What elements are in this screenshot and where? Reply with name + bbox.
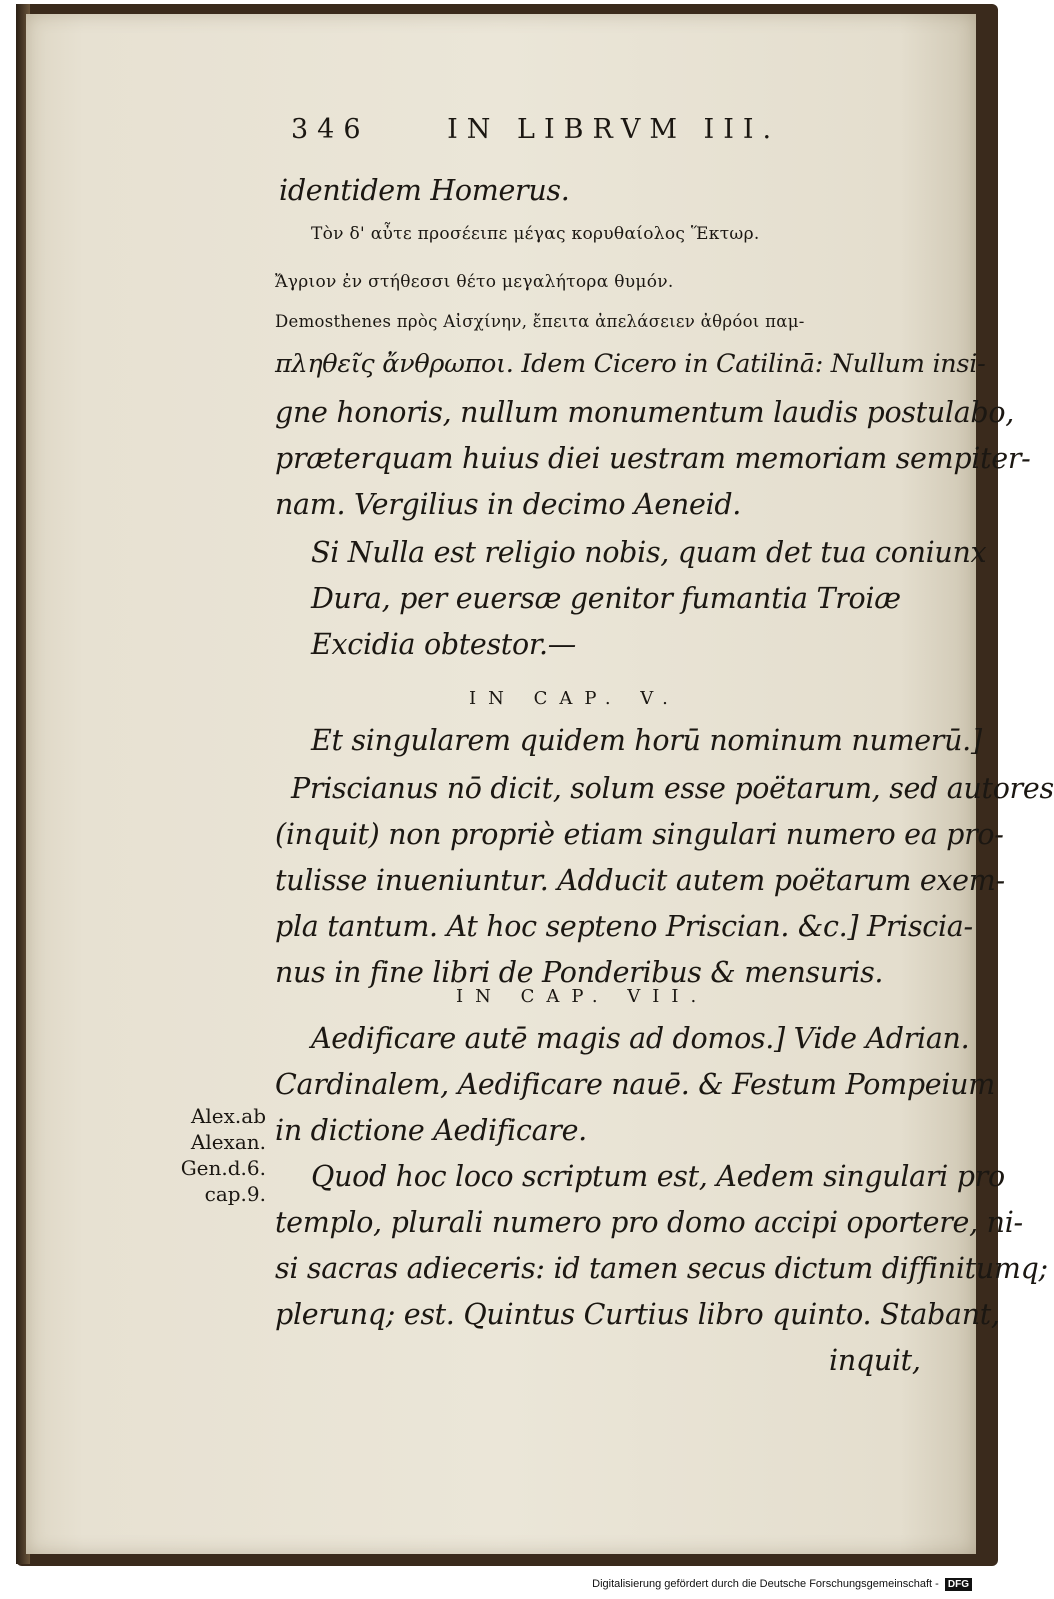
catchword: inquit,	[829, 1344, 921, 1377]
digitization-credit	[592, 1578, 972, 1591]
margin-note: Alexan.	[190, 1130, 266, 1154]
text-line: identidem Homerus.	[279, 174, 570, 207]
text-line: templo, plurali numero pro domo accipi oportere, ni-	[275, 1206, 1023, 1239]
greek-line: Ἄγριον ἐν στήθεσσι θέτο μεγαλήτορα θυμόν.	[275, 272, 674, 292]
section-heading: IN CAP. VII.	[456, 986, 709, 1007]
text-line: Priscianus nō dicit, solum esse poëtarum, sed autores	[291, 772, 1054, 805]
text-line: Aedificare autē magis ad domos.] Vide Adrian.	[311, 1022, 970, 1055]
text-line: Quod hoc loco scriptum est, Aedem singulari pro	[311, 1160, 1005, 1193]
margin-note: Gen.d.6.	[180, 1156, 266, 1180]
greek-line: Demosthenes πρὸς Αἰσχίνην, ἔπειτα ἀπελάσειεν ἀθρόοι παμ-	[275, 312, 805, 331]
text-line: in dictione Aedificare.	[275, 1114, 587, 1147]
text-line: tulisse inueniuntur. Adducit autem poëtarum exem-	[275, 864, 1005, 897]
text-line: gne honoris, nullum monumentum laudis postulabo,	[275, 396, 1014, 429]
running-title: IN LIBRVM III.	[447, 114, 781, 145]
text-line: Et singularem quidem horū nominum numerū.]	[311, 724, 982, 757]
verse-line: Si Nulla est religio nobis, quam det tua coniunx	[311, 536, 987, 569]
margin-note: Alex.ab	[190, 1104, 266, 1128]
book-page	[26, 14, 1054, 1554]
dfg-logo: DFG	[945, 1578, 972, 1591]
text-line: præterquam huius diei uestram memoriam sempiter-	[275, 442, 1031, 475]
text-line: si sacras adieceris: id tamen secus dictum diffinitumq;	[275, 1252, 1048, 1285]
text-line: nam. Vergilius in decimo Aeneid.	[275, 488, 742, 521]
credit-text: Digitalisierung gefördert durch die Deutsche Forschungsgemeinschaft -	[592, 1578, 939, 1590]
greek-line: Τὸν δ' αὖτε προσέειπε μέγας κορυθαίολος Ἕκτωρ.	[311, 224, 760, 244]
margin-note: cap.9.	[204, 1182, 266, 1206]
verse-line: Dura, per euersæ genitor fumantia Troiæ	[311, 582, 901, 615]
text-line: nus in fine libri de Ponderibus & mensuris.	[275, 956, 884, 989]
page-number: 346	[291, 114, 370, 145]
text-line: Cardinalem, Aedificare nauē. & Festum Pompeium	[275, 1068, 995, 1101]
verse-line: Excidia obtestor.—	[311, 628, 576, 661]
text-line: plerunq; est. Quintus Curtius libro quinto. Stabant,	[275, 1298, 1000, 1331]
text-line: (inquit) non propriè etiam singulari numero ea pro-	[275, 818, 1004, 851]
running-header	[291, 114, 780, 145]
text-line: pla tantum. At hoc septeno Priscian. &c.] Priscia-	[275, 910, 973, 943]
section-heading: IN CAP. V.	[469, 688, 680, 709]
text-line: πληθεῖς ἄνθρωποι. Idem Cicero in Catilinā: Nullum insi-	[275, 349, 986, 379]
